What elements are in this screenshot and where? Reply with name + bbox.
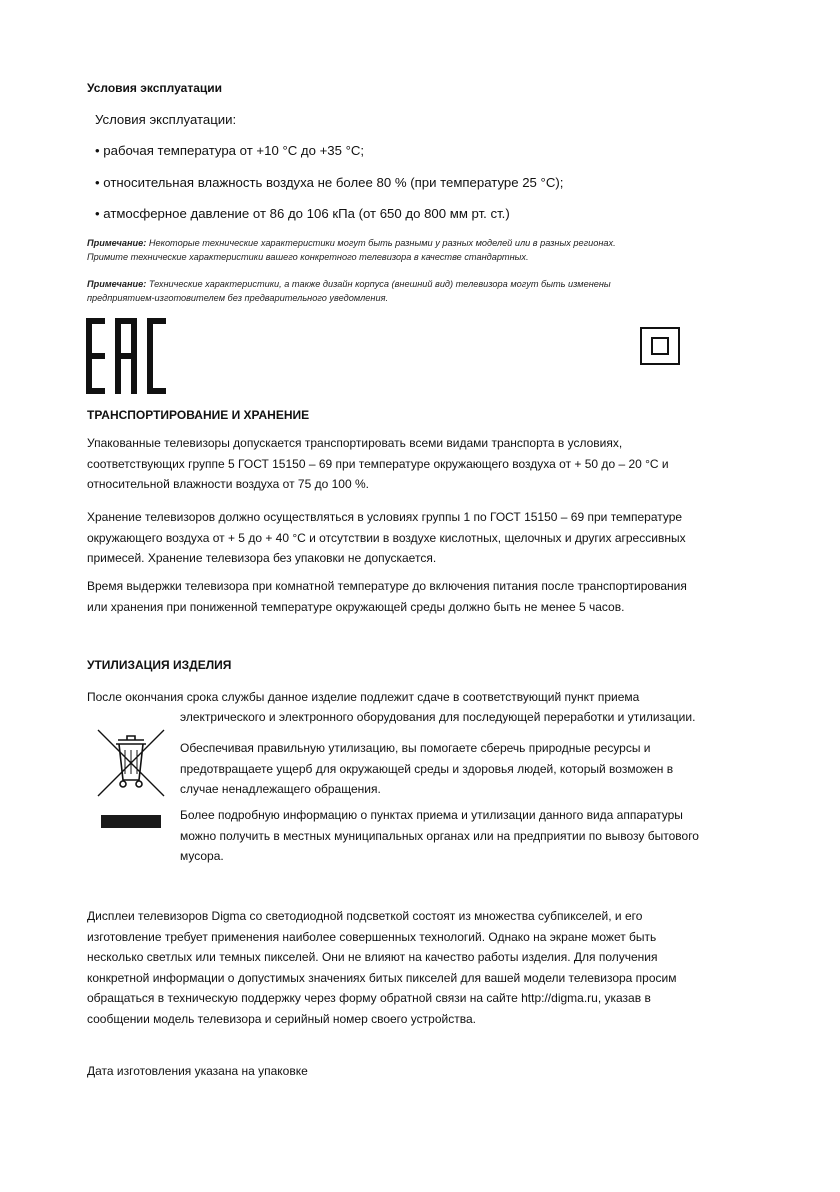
operating-item: • рабочая температура от +10 °С до +35 °С; — [95, 143, 365, 158]
note-text: Примите технические характеристики вашего конкретного телевизора в качестве стандартных. — [87, 252, 529, 262]
disposal-paragraph — [180, 738, 673, 800]
disposal-intro: После окончания срока службы данное изделие подлежит сдаче в соответствующий пункт приема — [87, 690, 640, 704]
disposal-bar-mark — [101, 815, 161, 828]
note-label: Примечание: — [87, 279, 147, 289]
text-line: мусора. — [180, 849, 224, 863]
text-line: Время выдержки телевизора при комнатной температуре до включения питания после транспортирования — [87, 579, 687, 593]
pixels-paragraph — [87, 906, 676, 1029]
text-line: Хранение телевизоров должно осуществляться в условиях группы 1 по ГОСТ 15150 – 69 при температуре — [87, 510, 683, 524]
text-line: или хранения при пониженной температуре окружающей среды должно быть не менее 5 часов. — [87, 599, 625, 614]
text-line: окружающего воздуха от + 5 до + 40 °С и отсутствии в воздухе кислотных, щелочных и других агрессивных — [87, 530, 686, 545]
operating-item: • атмосферное давление от 86 до 106 кПа (от 650 до 800 мм рт. ст.) — [95, 206, 510, 221]
text-line: случае ненадлежащего обращения. — [180, 782, 381, 796]
text-line: предотвращаете ущерб для окружающей среды и здоровья людей, который возможен в — [180, 761, 674, 776]
text-line: Дисплеи телевизоров Digma со светодиодной подсветкой состоят из множества субпикселей, и его — [87, 909, 643, 923]
disposal-heading: УТИЛИЗАЦИЯ ИЗДЕЛИЯ — [87, 658, 232, 672]
disposal-intro: электрического и электронного оборудования для последующей переработки и утилизации. — [180, 710, 696, 724]
text-line: обращаться в техническую поддержку через форму обратной связи на сайте http://digma.ru, указав в — [87, 991, 651, 1005]
note-text: предприятием-изготовителем без предварительного уведомления. — [87, 293, 389, 303]
manufacture-date-note: Дата изготовления указана на упаковке — [87, 1064, 308, 1078]
crossed-bin-icon — [94, 726, 168, 800]
note-text: Технические характеристики, а также дизайн корпуса (внешний вид) телевизора могут быть изменены — [146, 279, 611, 289]
text-line: изготовление требует применения наиболее совершенных технологий. Однако на экране может быть — [87, 929, 657, 944]
transport-paragraph — [87, 576, 687, 617]
double-square-icon — [640, 327, 680, 365]
note-label: Примечание: — [87, 238, 147, 248]
text-line: примесей. Хранение телевизора без упаковки не допускается. — [87, 551, 437, 565]
text-line: соответствующих группе 5 ГОСТ 15150 – 69 при температуре окружающего воздуха от + 50 до – 20 °С и — [87, 456, 669, 471]
eac-logo-icon — [86, 318, 166, 394]
text-line: относительной влажности воздуха от 75 до 100 %. — [87, 477, 369, 491]
transport-paragraph — [87, 507, 686, 569]
text-line: конкретной информации о допустимых значениях битых пикселей для вашей модели телевизора просим — [87, 970, 677, 985]
note-2 — [87, 277, 611, 305]
note-1 — [87, 236, 616, 264]
transport-heading: ТРАНСПОРТИРОВАНИЕ И ХРАНЕНИЕ — [87, 408, 310, 422]
transport-paragraph — [87, 433, 669, 495]
text-line: несколько светлых или темных пикселей. Они не влияют на качество работы изделия. Для получения — [87, 950, 658, 964]
double-square-inner — [651, 337, 669, 355]
text-line: Упакованные телевизоры допускается транспортировать всеми видами транспорта в условиях, — [87, 436, 623, 450]
operating-heading: Условия эксплуатации — [87, 81, 222, 95]
text-line: можно получить в местных муниципальных органах или на предприятии по вывозу бытового — [180, 828, 699, 843]
text-line: сообщении модель телевизора и серийный номер своего устройства. — [87, 1011, 476, 1026]
note-text: Некоторые технические характеристики могут быть разными у разных моделей или в разных регионах. — [146, 238, 616, 248]
text-line: Более подробную информацию о пунктах приема и утилизации данного вида аппаратуры — [180, 808, 683, 822]
disposal-paragraph — [180, 805, 699, 867]
operating-item: • относительная влажность воздуха не более 80 % (при температуре 25 °С); — [95, 175, 564, 190]
operating-subheading: Условия эксплуатации: — [95, 112, 237, 127]
text-line: Обеспечивая правильную утилизацию, вы помогаете сберечь природные ресурсы и — [180, 741, 651, 755]
